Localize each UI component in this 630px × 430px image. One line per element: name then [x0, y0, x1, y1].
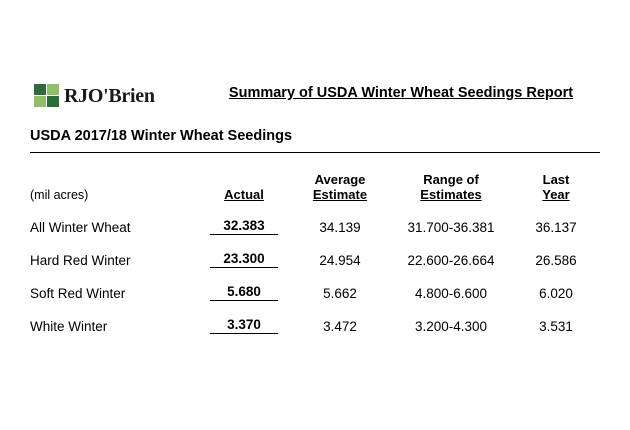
column-header-last-line2: Year [542, 187, 570, 202]
table-row [30, 268, 600, 301]
document-subtitle: USDA 2017/18 Winter Wheat Seedings [30, 128, 293, 144]
actual-value: 23.300 [210, 251, 278, 268]
column-header-average-line2: Estimate [312, 187, 368, 202]
cell-last-year: 36.137 [535, 220, 577, 235]
cell-average-estimate: 3.472 [323, 319, 357, 334]
cell-actual [198, 235, 290, 268]
actual-value: 32.383 [210, 218, 278, 235]
logo-text-apostrophe: ' [103, 84, 109, 107]
table-header-row [30, 158, 600, 202]
cell-range-of-estimates: 31.700-36.381 [407, 220, 495, 235]
page-title: Summary of USDA Winter Wheat Seedings Report [228, 85, 574, 101]
rjo-brien-logo-text [64, 85, 155, 108]
cell-actual [198, 268, 290, 301]
column-header-average-line1: Average [314, 172, 366, 187]
actual-value: 3.370 [210, 317, 278, 334]
cell-average-estimate: 5.662 [323, 286, 357, 301]
seedings-table [30, 158, 600, 334]
row-label: All Winter Wheat [30, 220, 131, 235]
actual-value: 5.680 [210, 284, 278, 301]
logo-text-rjo: RJO [64, 84, 104, 107]
cell-actual [198, 301, 290, 334]
table-row [30, 235, 600, 268]
rjo-brien-logo [34, 82, 184, 110]
column-header-average-estimate [290, 158, 390, 202]
cell-last-year: 6.020 [539, 286, 573, 301]
table-row [30, 301, 600, 334]
logo-text-brien: Brien [108, 84, 155, 107]
header-divider [30, 152, 600, 153]
cell-average-estimate: 34.139 [319, 220, 361, 235]
column-header-range-line2: Estimates [420, 187, 482, 202]
row-label: Soft Red Winter [30, 286, 126, 301]
rjo-brien-logo-mark-icon [34, 84, 60, 108]
column-header-units [30, 158, 198, 202]
cell-range-of-estimates: 4.800-6.600 [414, 286, 488, 301]
row-label: White Winter [30, 319, 108, 334]
cell-last-year: 3.531 [539, 319, 573, 334]
row-label: Hard Red Winter [30, 253, 131, 268]
column-header-range-line1: Range of [423, 172, 479, 187]
cell-range-of-estimates: 3.200-4.300 [414, 319, 488, 334]
cell-range-of-estimates: 22.600-26.664 [407, 253, 495, 268]
column-header-range-of-estimates [390, 158, 512, 202]
cell-last-year: 26.586 [535, 253, 577, 268]
cell-average-estimate: 24.954 [319, 253, 361, 268]
column-header-last-line1: Last [542, 172, 570, 187]
column-header-last-year [512, 158, 600, 202]
cell-actual [198, 202, 290, 235]
units-label: (mil acres) [30, 188, 89, 202]
column-header-actual-label: Actual [224, 187, 264, 202]
document-header [30, 82, 600, 116]
column-header-actual [198, 158, 290, 202]
table-row [30, 202, 600, 235]
